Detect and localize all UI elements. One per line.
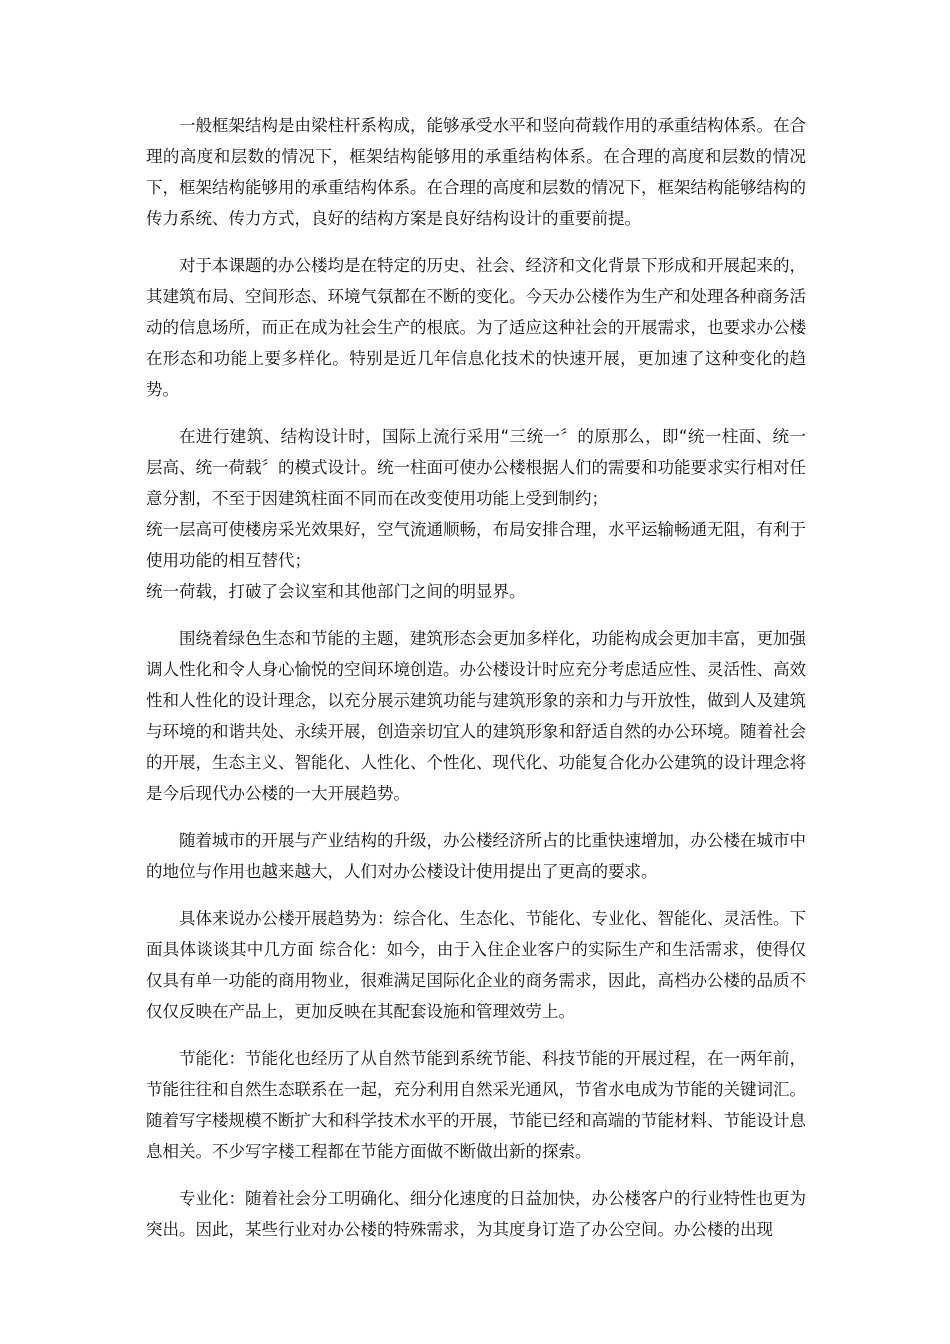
paragraph-trends-integration: 具体来说办公楼开展趋势为：综合化、生态化、节能化、专业化、智能化、灵活性。下面具体谈谈其中几方面 综合化：如今，由于入住企业客户的实际生产和生活需求，使得仅仅具有单一功能的商用物业，很难满足国际化企业的商务需求，因此，高档办公楼的品质不仅仅反映在产品上，更加反映在其配套设施和管理效劳上。	[146, 909, 806, 1021]
paragraph-three-unifications: 在进行建筑、结构设计时，国际上流行采用“三统一〞的原那么，即“统一柱面、统一层高、统一荷载〞的模式设计。统一柱面可使办公楼根据人们的需要和功能要求实行相对任意分割，不至于因建筑柱面不同而在改变使用功能上受到制约；	[146, 427, 806, 508]
paragraph-energy-saving: 节能化：节能化也经历了从自然节能到系统节能、科技节能的开展过程，在一两年前，节能往往和自然生态联系在一起，充分利用自然采光通风，节省水电成为节能的关键词汇。随着写字楼规模不断扩大和科学技术水平的开展，节能已经和高端的节能材料、节能设计息息相关。不少写字楼工程都在节能方面做不断做出新的探索。	[146, 1049, 806, 1161]
document-body	[146, 110, 806, 1261]
line-unified-floor-height: 统一层高可使楼房采光效果好，空气流通顺畅，布局安排合理，水平运输畅通无阻，有利于使用功能的相互替代；	[146, 520, 806, 570]
paragraph-specialization: 专业化：随着社会分工明确化、细分化速度的日益加快，办公楼客户的行业特性也更为突出。因此，某些行业对办公楼的特殊需求，为其度身订造了办公空间。办公楼的出现	[146, 1189, 806, 1239]
line-unified-load: 统一荷载，打破了会议室和其他部门之间的明显界。	[146, 582, 526, 601]
paragraph-urban-development: 随着城市的开展与产业结构的升级，办公楼经济所占的比重快速增加，办公楼在城市中的地位与作用也越来越大，人们对办公楼设计使用提出了更高的要求。	[146, 831, 806, 881]
paragraph-frame-structure: 一般框架结构是由梁柱杆系构成，能够承受水平和竖向荷载作用的承重结构体系。在合理的高度和层数的情况下，框架结构能够用的承重结构体系。在合理的高度和层数的情况下，框架结构能够用的承重结构体系。在合理的高度和层数的情况下，框架结构能够结构的传力系统、传力方式，良好的结构方案是良好结构设计的重要前提。	[146, 116, 806, 228]
paragraph-green-design: 围绕着绿色生态和节能的主题，建筑形态会更加多样化，功能构成会更加丰富，更加强调人性化和令人身心愉悦的空间环境创造。办公楼设计时应充分考虑适应性、灵活性、高效性和人性化的设计理念，以充分展示建筑功能与建筑形象的亲和力与开放性，做到人及建筑与环境的和谐共处、永续开展，创造亲切宜人的建筑形象和舒适自然的办公环境。随着社会的开展，生态主义、智能化、人性化、个性化、现代化、功能复合化办公建筑的设计理念将是今后现代办公楼的一大开展趋势。	[146, 629, 806, 803]
paragraph-office-background: 对于本课题的办公楼均是在特定的历史、社会、经济和文化背景下形成和开展起来的，其建筑布局、空间形态、环境气氛都在不断的变化。今天办公楼作为生产和处理各种商务活动的信息场所，而正在成为社会生产的根底。为了适应这种社会的开展需求，也要求办公楼在形态和功能上要多样化。特别是近几年信息化技术的快速开展，更加速了这种变化的趋势。	[146, 256, 806, 399]
